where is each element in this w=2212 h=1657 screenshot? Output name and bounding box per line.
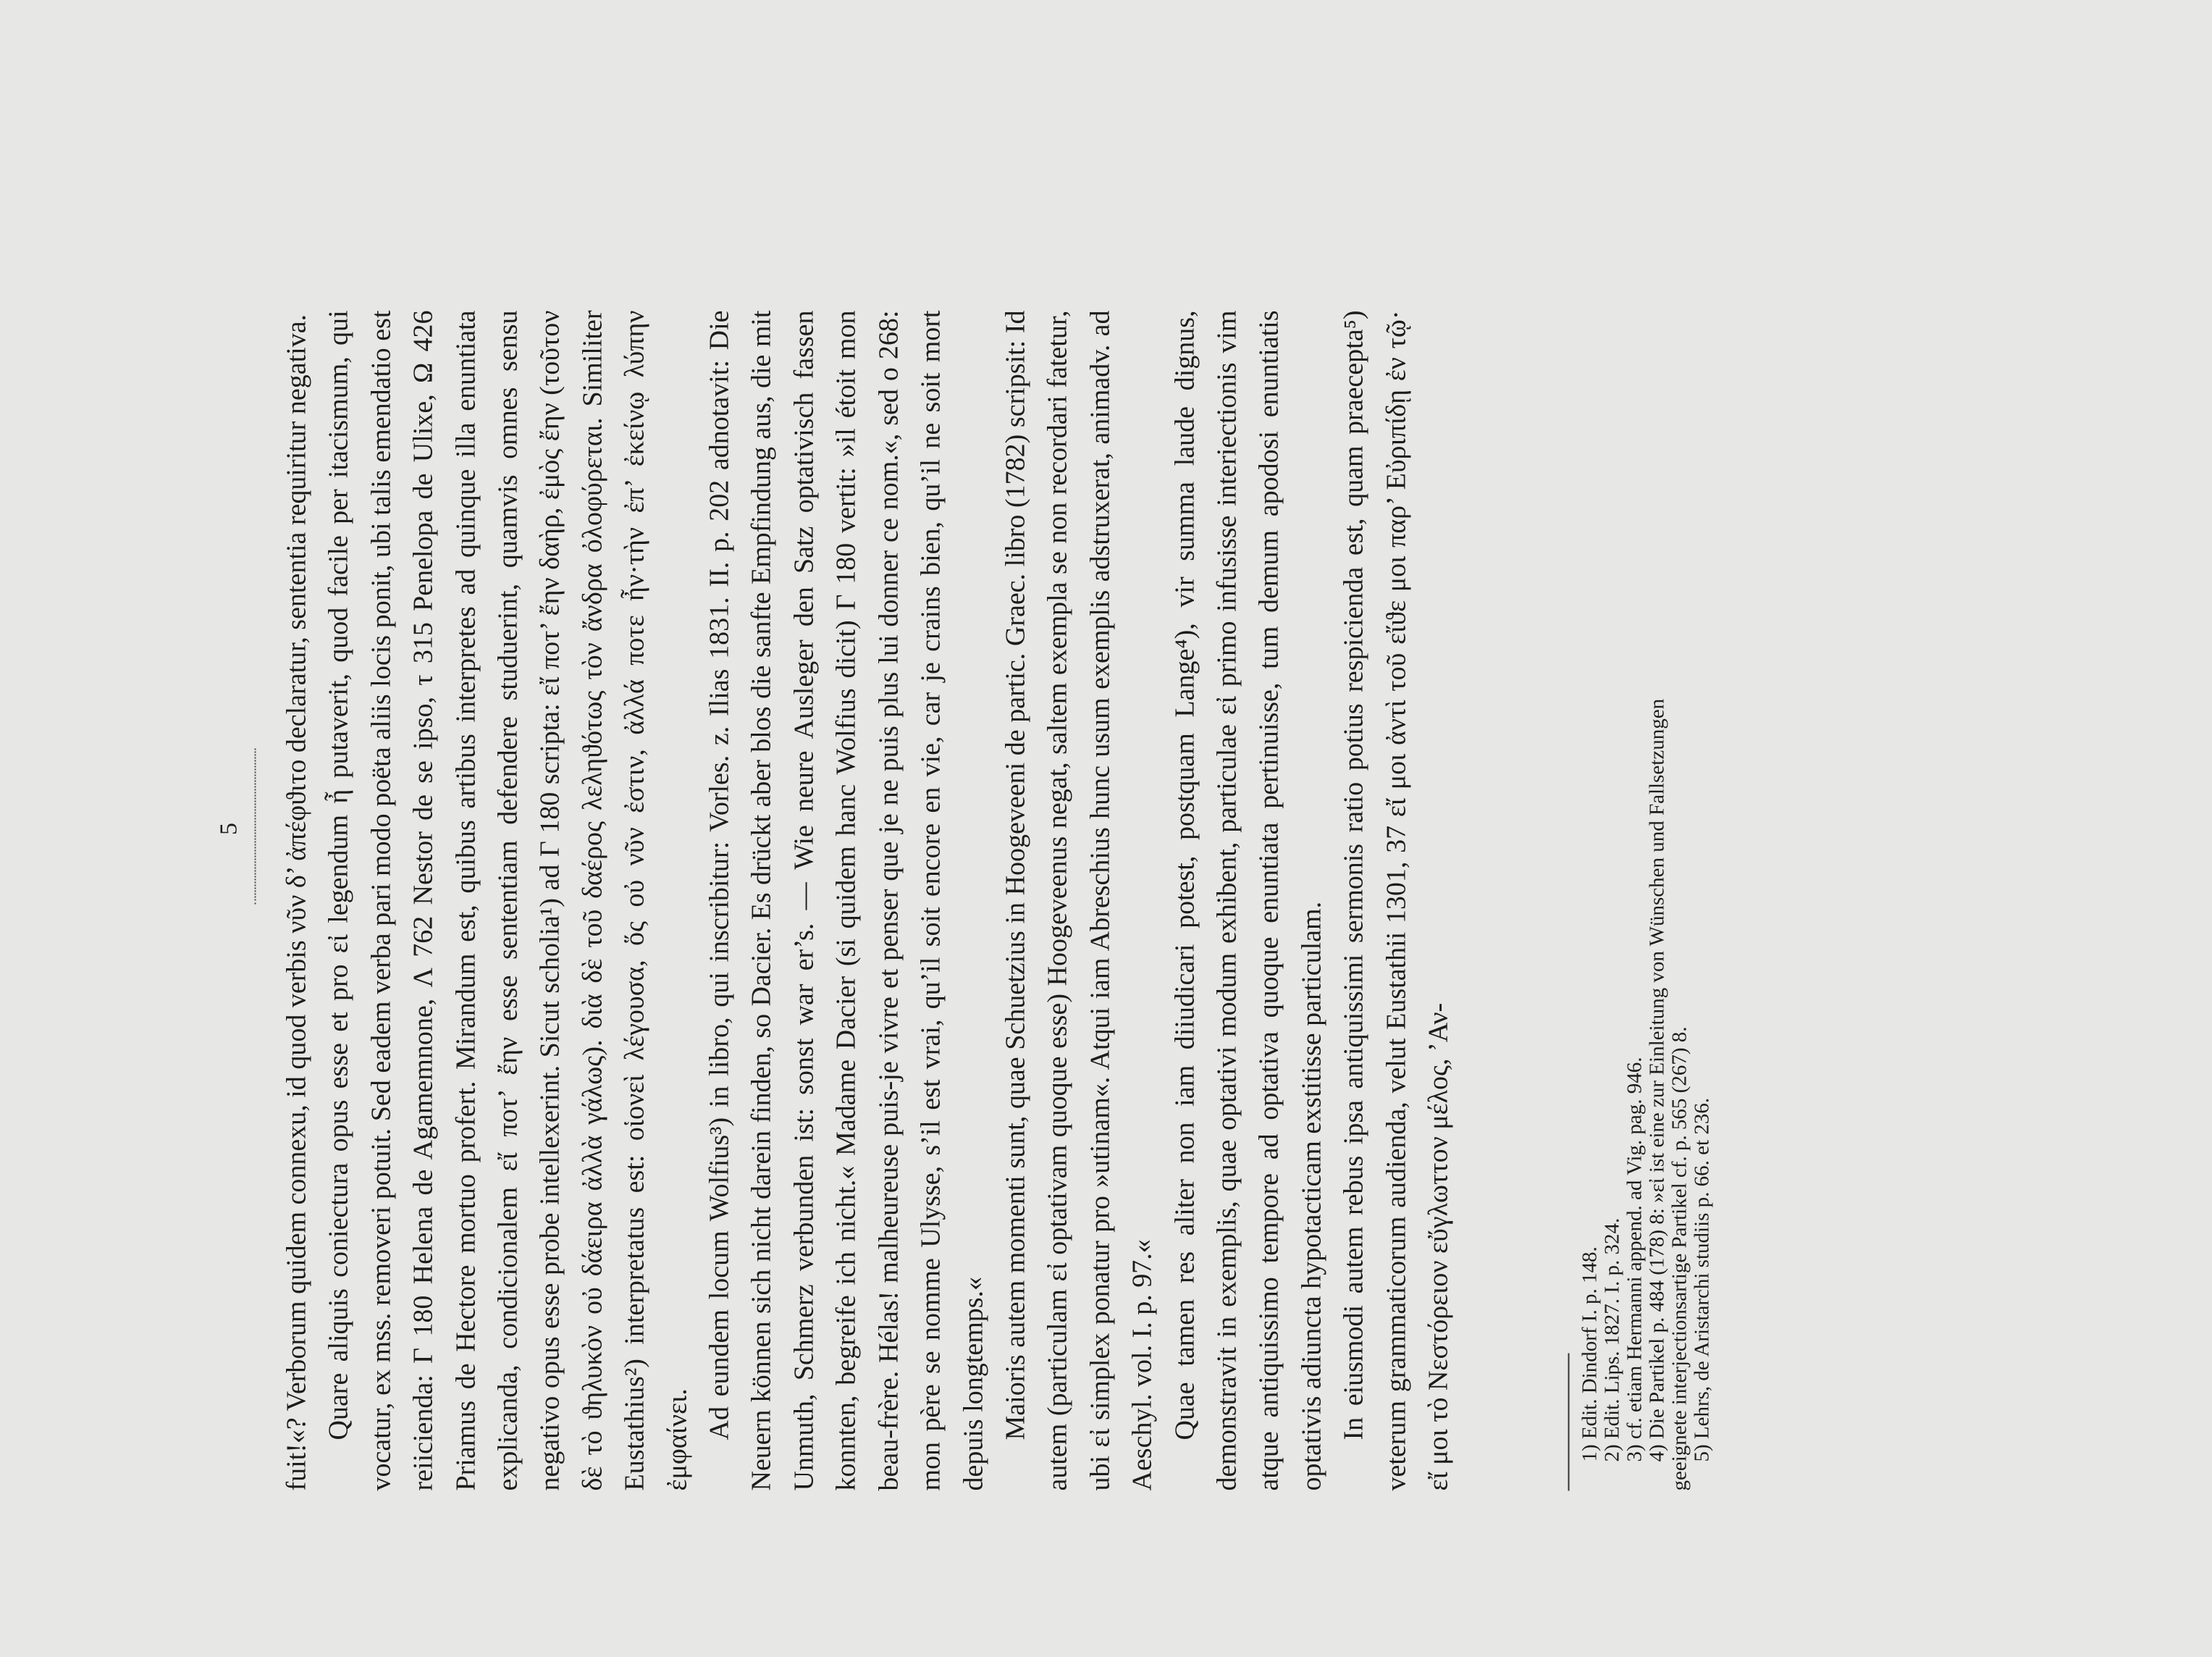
header-rule — [254, 748, 256, 904]
footnote-continuation: geeignete interjectionsartige Partikel cf. p. 565 (267) 8. — [1668, 1025, 1691, 1490]
paragraph: Quare aliquis coniectura opus esse et pro εἰ legendum ἦ putaverit, quod facile per itacismum, qui vocatur, ex mss. removeri potuit. Sed eadem verba pari modo poëta aliis locis ponit, ubi talis emendatio est reiicienda: Γ 180 Helena de Agamemnone, Λ 762 Nestor de se ipso, τ 315 Penelopa de Ulixe, Ω 426 Priamus de Hectore mortuo profert. Mirandum est, quibus artibus interpretes ad quinque illa enuntiata explicanda, condicionalem εἴ ποτ’ ἔην esse sententiam defendere studuerint, quamvis omnes sensu negativo opus esse probe intellexerint. Sicut scholia¹) ad Γ 180 scripta: εἴ ποτ’ ἔην δαὴρ, ἐμὸς ἔην (τοῦτον δὲ τὸ ϑηλυκὸν οὐ δάειρα ἀλλὰ γάλως). διὰ δὲ τοῦ δαέρος λεληϑότως τὸν ἄνδρα ὀλοφύρεται. Similiter Eustathius²) interpretatus est: οἱονεὶ λέγουσα, ὅς οὐ νῦν ἐστιν, ἀλλά ποτε ἦν·τὴν ἐπ’ ἐκείνῳ λύπην ἐμφαίνει. — [323, 310, 692, 1490]
page-number: 5 — [215, 822, 242, 835]
footnote: 5) Lehrs, de Aristarchi studiis p. 66. et 236. — [1690, 1097, 1713, 1461]
footnote-rule — [1568, 1353, 1569, 1490]
footnote: 3) cf. etiam Hermanni append. ad Vig. pag. 946. — [1623, 1056, 1646, 1461]
body-text — [275, 310, 1459, 1490]
paragraph: Quae tamen res aliter non iam diiudicari potest, postquam Lange⁴), vir summa laude dignus, demonstravit in exemplis, quae optativi modum exhibent, particulae εἰ primo infusisse interiectionis vim atque antiquissimo tempore ad optativa quoque enuntiata pertinuisse, tum demum apodosi enuntiatis optativis adiuncta hypotacticam exstitisse particulam. — [1169, 310, 1326, 1490]
footnote: 2) Edit. Lips. 1827. I. p. 324. — [1600, 1217, 1623, 1461]
paragraph: In eiusmodi autem rebus ipsa antiquissimi sermonis ratio potius respicienda est, quam praecepta⁵) veterum grammaticorum audienda, velut Eustathii 1301, 37 εἴ μοι ἀντὶ τοῦ εἴϑε μοι παρ’ Εὐριπίδῃ ἐν τῷ· εἴ μοι τὸ Νεστόρειον εὔγλωττον μέλος, ’Αν- — [1338, 310, 1453, 1490]
footnote: 1) Edit. Dindorf I. p. 148. — [1578, 1246, 1601, 1461]
footnotes — [1578, 310, 1713, 1490]
paragraph: Maioris autem momenti sunt, quae Schuetzius in Hoogeveeni de partic. Graec. libro (1782) scripsit: Id autem (particulam εἰ optativam quoque esse) Hoogeveenus negat, saltem exempla se non recordari fatetur, ubi εἰ simplex ponatur pro »utinam«. Atqui iam Abreschius hunc usum exemplis adstruxerat, animadv. ad Aeschyl. vol. I. p. 97.« — [999, 310, 1158, 1490]
paragraph: fuit!«? Verborum quidem connexu, id quod verbis νῦν δ’ ἀπέφϑιτο declaratur, sententia requiritur negativa. — [281, 314, 311, 1490]
footnote: 4) Die Partikel p. 484 (178) 8: »εἰ ist eine zur Einleitung von Wünschen und Fallsetzungen — [1645, 698, 1668, 1461]
paragraph: Ad eundem locum Wolfius³) in libro, qui inscribitur: Vorles. z. Ilias 1831. II. p. 202 adnotavit: Die Neuern können sich nicht darein finden, so Dacier. Es drückt aber blos die sanfte Empfindung aus, die mit Unmuth, Schmerz verbunden ist: sonst war er’s. — Wie neure Ausleger den Satz optativisch fassen konnten, begreife ich nicht.« Madame Dacier (si quidem hanc Wolfius dicit) Γ 180 vertit: »il étoit mon beau-frère. Hélas! malheureuse puis-je vivre et penser que je ne puis plus lui donner ce nom.«, sed ο 268: mon père se nomme Ulysse, s’il est vrai, qu’il soit encore en vie, car je crains bien, qu’il ne soit mort depuis longtemps.« — [704, 310, 988, 1490]
